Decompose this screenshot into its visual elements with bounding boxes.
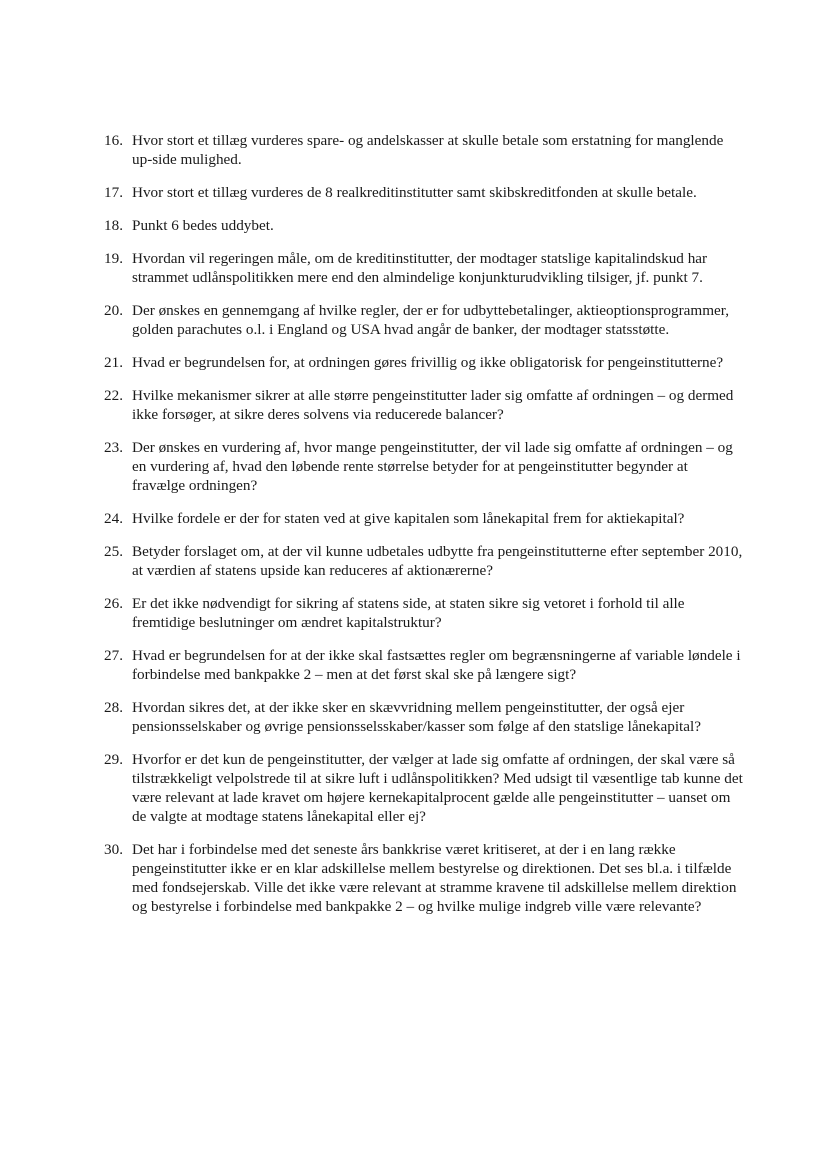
question-item bbox=[104, 183, 744, 202]
question-number: 28. bbox=[104, 699, 123, 716]
question-number: 24. bbox=[104, 510, 123, 527]
question-number: 21. bbox=[104, 354, 123, 371]
question-text: Hvilke fordele er der for staten ved at give kapitalen som lånekapital frem for aktiekapital? bbox=[132, 510, 685, 527]
question-text: Hvad er begrundelsen for at der ikke skal fastsættes regler om begrænsningerne af variable løndele i forbindelse med bankpakke 2 – men at det først skal ske på længere sigt? bbox=[132, 647, 741, 683]
question-number: 30. bbox=[104, 841, 123, 858]
question-text: Hvor stort et tillæg vurderes spare- og andelskasser at skulle betale som erstatning for manglende up-side mulighed. bbox=[132, 132, 724, 168]
question-item bbox=[104, 509, 744, 528]
question-item bbox=[104, 353, 744, 372]
question-number: 17. bbox=[104, 184, 123, 201]
question-text: Hvor stort et tillæg vurderes de 8 realkreditinstitutter samt skibskreditfonden at skulle betale. bbox=[132, 184, 697, 201]
question-item bbox=[104, 438, 744, 495]
question-text: Er det ikke nødvendigt for sikring af statens side, at staten sikre sig vetoret i forhold til alle fremtidige beslutninger om ændret kapitalstruktur? bbox=[132, 595, 685, 631]
question-number: 20. bbox=[104, 302, 123, 319]
question-item bbox=[104, 249, 744, 287]
question-item bbox=[104, 698, 744, 736]
question-text: Der ønskes en gennemgang af hvilke regler, der er for udbyttebetalinger, aktieoptionsprogrammer, golden parachutes o.l. i England og USA hvad angår de banker, der modtager statsstøtte. bbox=[132, 302, 730, 338]
question-text: Hvorfor er det kun de pengeinstitutter, der vælger at lade sig omfatte af ordningen, der skal være så tilstrækkeligt velpolstrede til at sikre luft i udlånspolitikken? Med udsigt til væsentlige tab kunne det være relevant at lade kravet om højere kernekapitalprocent gælde alle pengeinstitutter – uanset om de valgte at modtage statens lånekapital eller ej? bbox=[132, 751, 743, 825]
question-number: 19. bbox=[104, 250, 123, 267]
question-text: Betyder forslaget om, at der vil kunne udbetales udbytte fra pengeinstitutterne efter september 2010, at værdien af statens upside kan reduceres af aktionærerne? bbox=[132, 543, 743, 579]
question-text: Punkt 6 bedes uddybet. bbox=[132, 217, 274, 234]
question-number: 26. bbox=[104, 595, 123, 612]
question-text: Der ønskes en vurdering af, hvor mange pengeinstitutter, der vil lade sig omfatte af ordningen – og en vurdering af, hvad den løbende rente størrelse betyder for at pengeinstitutter begynder at fravælge ordningen? bbox=[132, 439, 733, 494]
question-number: 16. bbox=[104, 132, 123, 149]
question-number: 23. bbox=[104, 439, 123, 456]
question-item bbox=[104, 301, 744, 339]
question-text: Hvad er begrundelsen for, at ordningen gøres frivillig og ikke obligatorisk for pengeinstitutterne? bbox=[132, 354, 724, 371]
question-number: 29. bbox=[104, 751, 123, 768]
question-item bbox=[104, 131, 744, 169]
question-item bbox=[104, 840, 744, 916]
question-item bbox=[104, 386, 744, 424]
question-text: Hvordan vil regeringen måle, om de kreditinstitutter, der modtager statslige kapitalindskud har strammet udlånspolitikken mere end den almindelige konjunkturudvikling tilsiger, jf. punkt 7. bbox=[132, 250, 708, 286]
question-item bbox=[104, 216, 744, 235]
question-number: 22. bbox=[104, 387, 123, 404]
question-list bbox=[104, 131, 744, 930]
question-text: Hvordan sikres det, at der ikke sker en skævvridning mellem pengeinstitutter, der også ejer pensionsselskaber og øvrige pensionsselsskaber/kasser som følge af den statslige lånekapital? bbox=[132, 699, 701, 735]
question-item bbox=[104, 542, 744, 580]
question-text: Det har i forbindelse med det seneste års bankkrise været kritiseret, at der i en lang række pengeinstitutter ikke er en klar adskillelse mellem bestyrelse og direktionen. Det ses bl.a. i tilfælde med fondsejerskab. Ville det ikke være relevant at stramme kravene til adskillelse mellem direktion og bestyrelse i forbindelse med bankpakke 2 – og hvilke mulige indgreb ville være relevante? bbox=[132, 841, 737, 915]
question-item bbox=[104, 594, 744, 632]
question-number: 27. bbox=[104, 647, 123, 664]
question-text: Hvilke mekanismer sikrer at alle større pengeinstitutter lader sig omfatte af ordningen – og dermed ikke forsøger, at sikre deres solvens via reducerede balancer? bbox=[132, 387, 734, 423]
question-item bbox=[104, 750, 744, 826]
question-item bbox=[104, 646, 744, 684]
question-number: 25. bbox=[104, 543, 123, 560]
question-number: 18. bbox=[104, 217, 123, 234]
